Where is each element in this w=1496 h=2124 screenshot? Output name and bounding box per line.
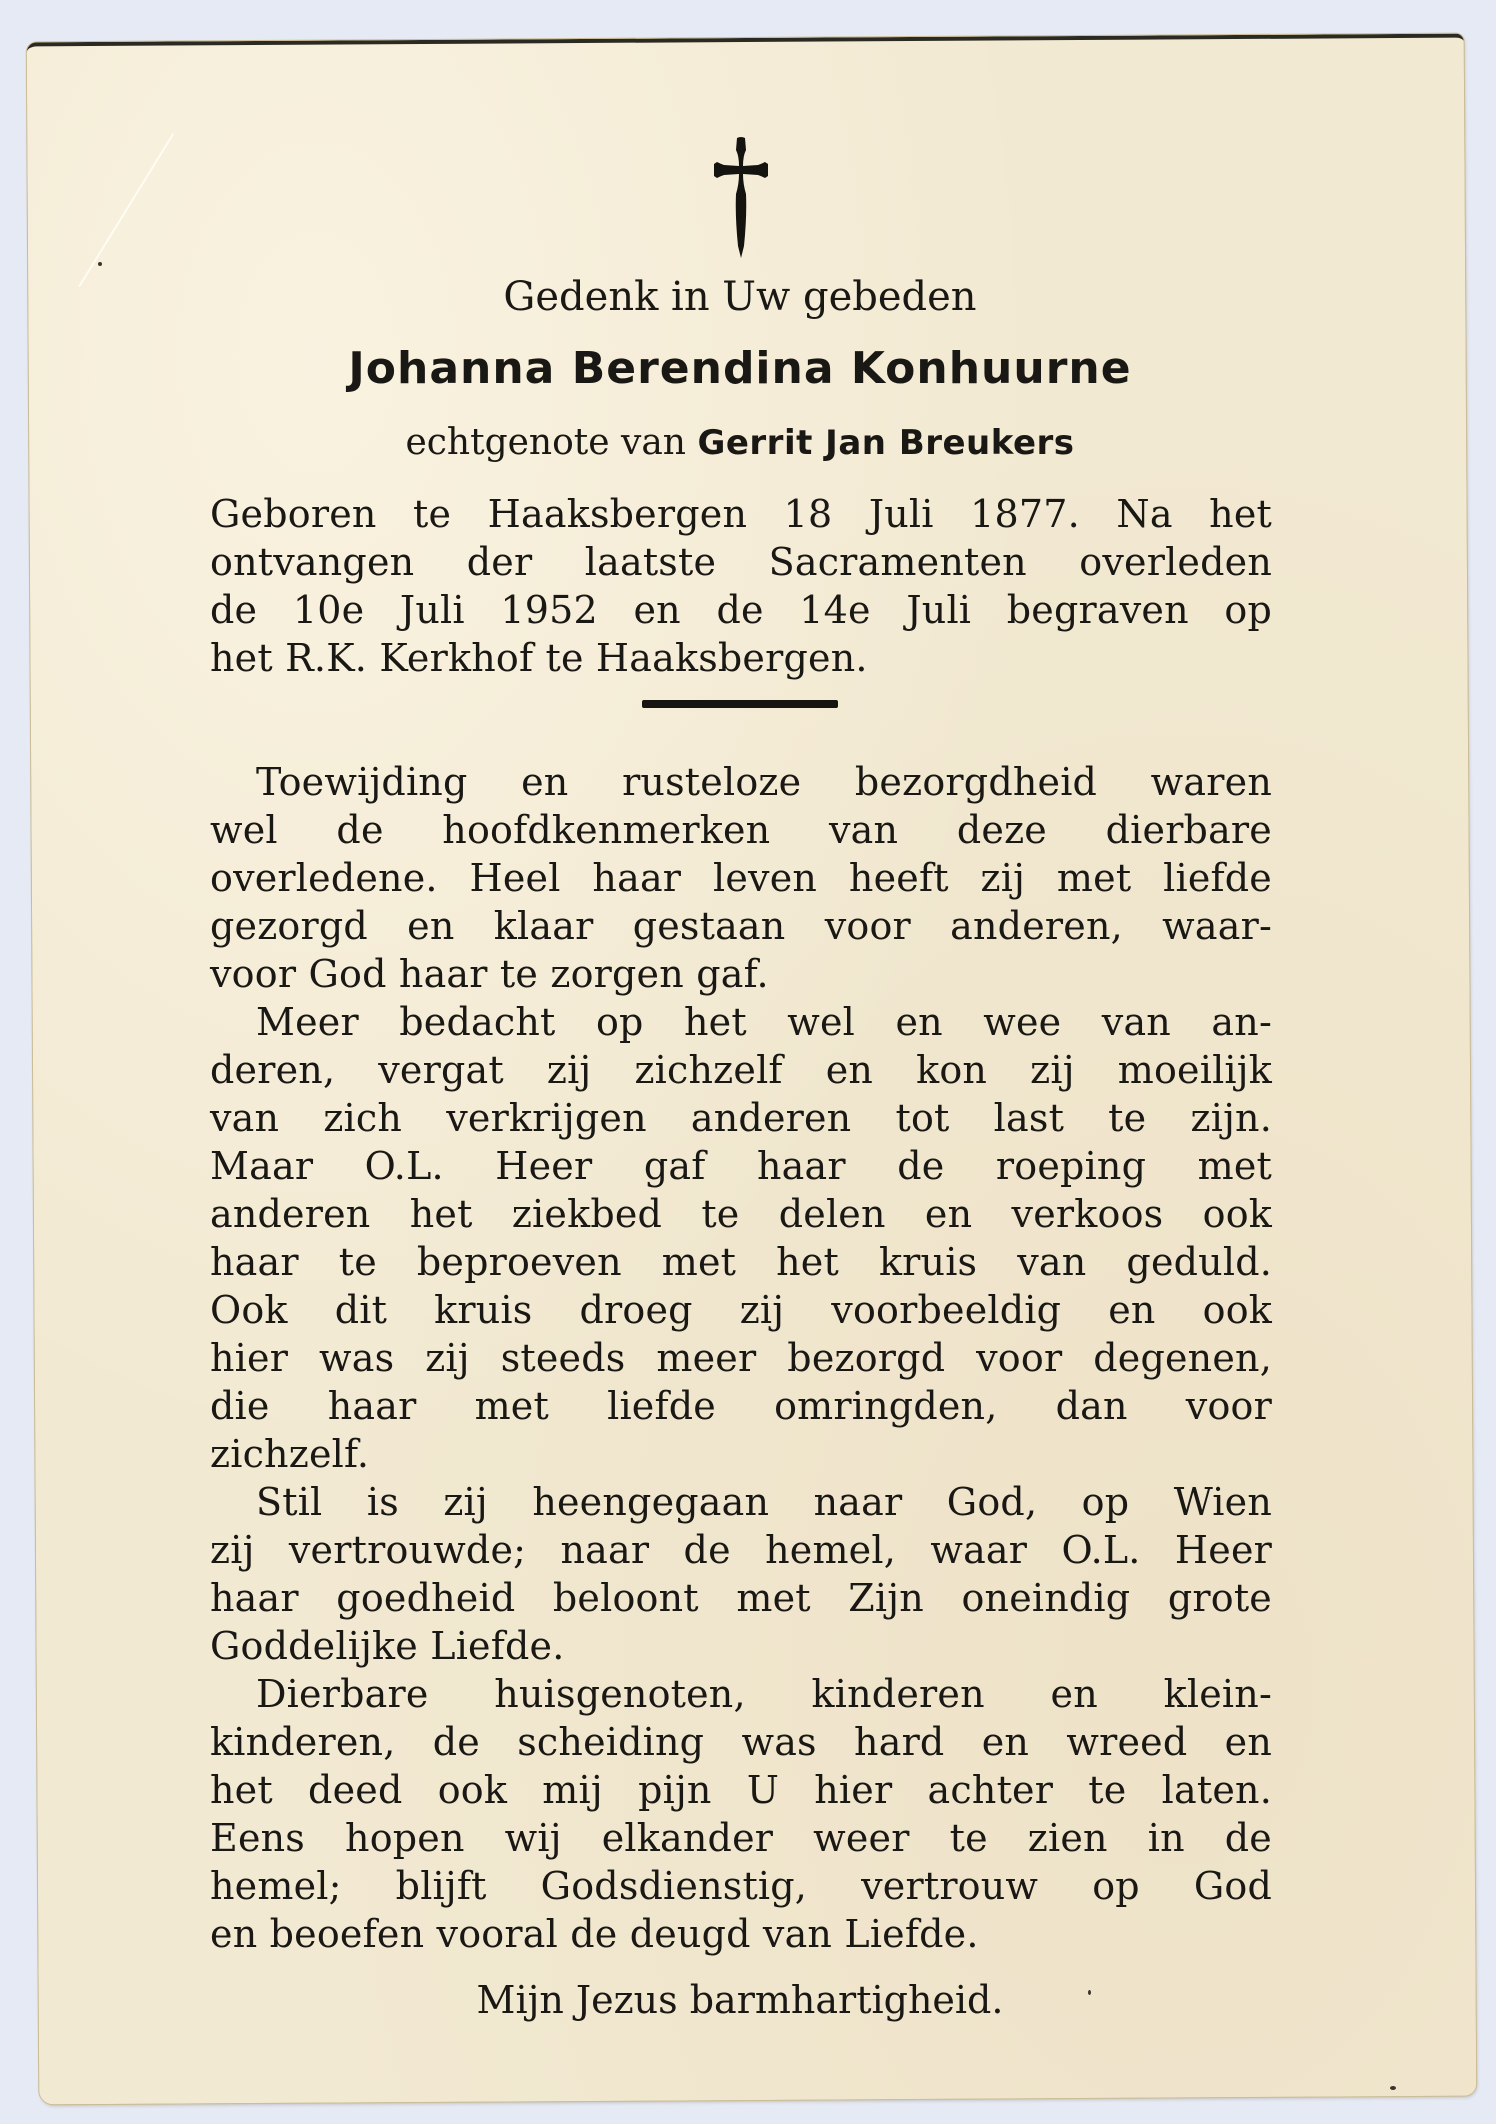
paper-speck <box>98 262 102 266</box>
eulogy-line: Stil is zij heengegaan naar God, op Wien <box>256 1480 1272 1524</box>
eulogy-line: kinderen, de scheiding was hard en wreed en <box>210 1720 1272 1764</box>
spouse-prefix: echtgenote van <box>405 422 686 463</box>
eulogy-line: haar goedheid beloont met Zijn oneindig grote <box>210 1576 1272 1620</box>
eulogy-line: en beoefen vooral de deugd van Liefde. <box>210 1912 979 1956</box>
eulogy-line: die haar met liefde omringden, dan voor <box>210 1384 1272 1428</box>
eulogy-line: Maar O.L. Heer gaf haar de roeping met <box>210 1144 1272 1188</box>
eulogy-line: Ook dit kruis droeg zij voorbeeldig en ook <box>210 1288 1272 1332</box>
eulogy-line: gezorgd en klaar gestaan voor anderen, waar- <box>210 904 1272 948</box>
eulogy-line: van zich verkrijgen anderen tot last te zijn. <box>210 1096 1272 1140</box>
biography-line: ontvangen der laatste Sacramenten overleden <box>210 540 1272 584</box>
eulogy-line: deren, vergat zij zichzelf en kon zij moeilijk <box>210 1048 1272 1092</box>
eulogy-line: Toewijding en rusteloze bezorgdheid waren <box>256 760 1272 804</box>
eulogy-line: overledene. Heel haar leven heeft zij met liefde <box>210 856 1272 900</box>
eulogy-line: hier was zij steeds meer bezorgd voor degenen, <box>210 1336 1272 1380</box>
eulogy-line: Dierbare huisgenoten, kinderen en klein- <box>256 1672 1272 1716</box>
cross-icon <box>708 136 774 260</box>
eulogy-line: voor God haar te zorgen gaf. <box>210 952 769 996</box>
paper-crease <box>78 133 174 287</box>
eulogy-line: zichzelf. <box>210 1432 370 1476</box>
eulogy-line: haar te beproeven met het kruis van geduld. <box>210 1240 1272 1284</box>
spouse-line <box>200 420 1280 466</box>
eulogy-line: zij vertrouwde; naar de hemel, waar O.L. Heer <box>210 1528 1272 1572</box>
spouse-name: Gerrit Jan Breukers <box>697 423 1075 463</box>
eulogy-line: hemel; blijft Godsdienstig, vertrouw op God <box>210 1864 1272 1908</box>
deceased-name: Johanna Berendina Konhuurne <box>348 343 1132 394</box>
biography-line: Geboren te Haaksbergen 18 Juli 1877. Na het <box>210 492 1272 536</box>
invocation-line: Gedenk in Uw gebeden <box>503 274 977 320</box>
biography-line: de 10e Juli 1952 en de 14e Juli begraven op <box>210 588 1272 632</box>
eulogy-line: anderen het ziekbed te delen en verkoos ook <box>210 1192 1272 1236</box>
eulogy-line: Goddelijke Liefde. <box>210 1624 565 1668</box>
eulogy-line: Meer bedacht op het wel en wee van an- <box>256 1000 1272 1044</box>
divider-rule <box>642 700 838 708</box>
eulogy-line: het deed ook mij pijn U hier achter te laten. <box>210 1768 1272 1812</box>
closing-prayer: Mijn Jezus barmhartigheid. <box>476 1978 1004 2022</box>
biography-line: het R.K. Kerkhof te Haaksbergen. <box>210 636 868 680</box>
eulogy-line: wel de hoofdkenmerken van deze dierbare <box>210 808 1272 852</box>
eulogy-line: Eens hopen wij elkander weer te zien in de <box>210 1816 1272 1860</box>
paper-speck <box>1390 2086 1396 2090</box>
paper-speck <box>1088 1990 1091 1995</box>
